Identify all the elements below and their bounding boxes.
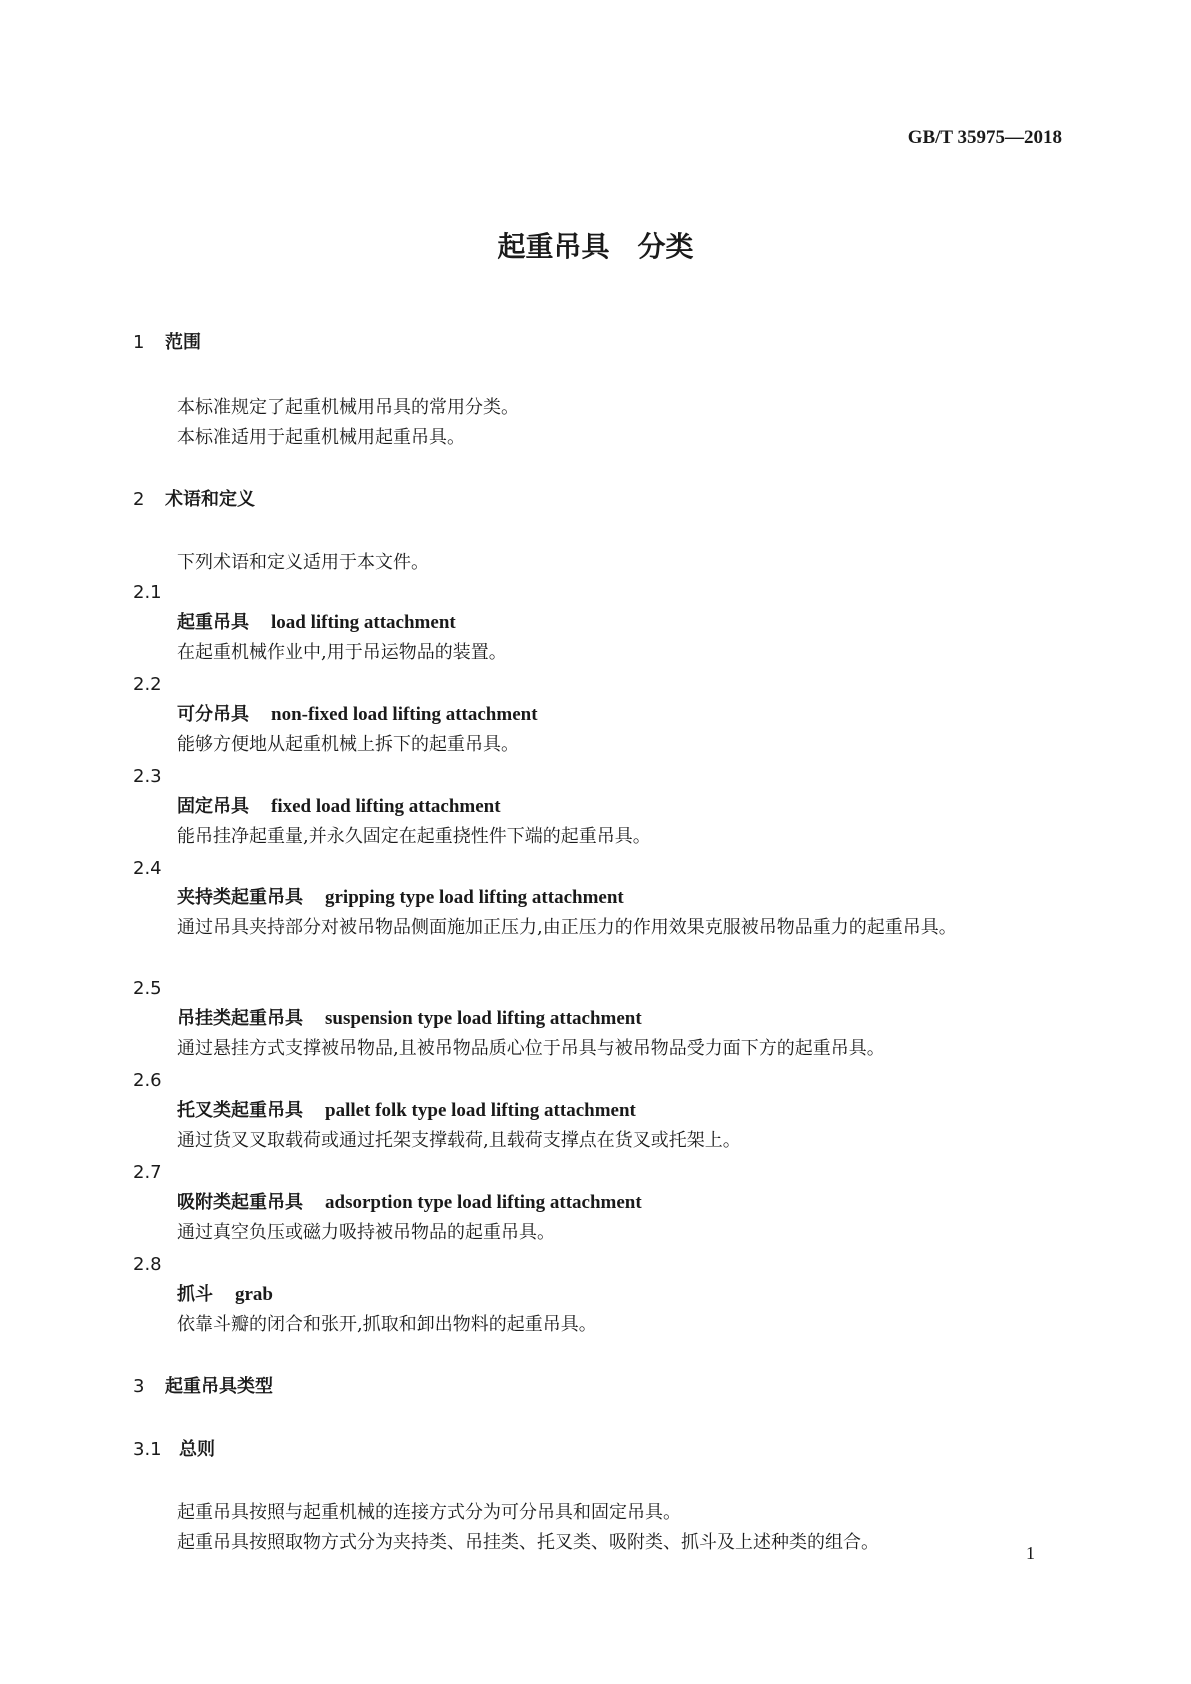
section-2-heading: [133, 488, 255, 512]
term-zh: 吸附类起重吊具: [177, 1192, 303, 1213]
term-heading: [177, 795, 501, 819]
term-en: grab: [235, 1284, 273, 1305]
paragraph: 起重吊具按照取物方式分为夹持类、吊挂类、托叉类、吸附类、抓斗及上述种类的组合。: [177, 1532, 879, 1553]
term-en: non-fixed load lifting attachment: [271, 704, 538, 725]
standard-number: GB/T 35975—2018: [907, 127, 1062, 148]
section-number: 2: [133, 489, 145, 510]
term-number: 2.8: [133, 1254, 162, 1275]
term-heading: [177, 1191, 642, 1215]
term-number: 2.5: [133, 978, 162, 999]
subsection-3-1-heading: [133, 1438, 215, 1462]
term-number: 2.1: [133, 582, 162, 603]
term-en: load lifting attachment: [271, 612, 456, 633]
term-heading: [177, 1007, 642, 1031]
term-zh: 起重吊具: [177, 612, 249, 633]
paragraph: 起重吊具按照与起重机械的连接方式分为可分吊具和固定吊具。: [177, 1502, 681, 1523]
term-number: 2.6: [133, 1070, 162, 1091]
term-definition: 通过真空负压或磁力吸持被吊物品的起重吊具。: [177, 1222, 555, 1243]
section-title: 总则: [179, 1439, 215, 1460]
section-title: 术语和定义: [165, 489, 255, 510]
section-1-heading: [133, 331, 201, 355]
term-heading: [177, 886, 624, 910]
term-definition: 在起重机械作业中,用于吊运物品的装置。: [177, 642, 507, 663]
term-zh: 夹持类起重吊具: [177, 887, 303, 908]
term-definition: 能吊挂净起重量,并永久固定在起重挠性件下端的起重吊具。: [177, 826, 651, 847]
term-number: 2.2: [133, 674, 162, 695]
page-number: 1: [1026, 1543, 1035, 1563]
term-zh: 固定吊具: [177, 796, 249, 817]
term-en: fixed load lifting attachment: [271, 796, 501, 817]
term-definition: 通过悬挂方式支撑被吊物品,且被吊物品质心位于吊具与被吊物品受力面下方的起重吊具。: [177, 1038, 885, 1059]
term-number: 2.7: [133, 1162, 162, 1183]
term-number: 2.3: [133, 766, 162, 787]
term-definition: 通过货叉叉取载荷或通过托架支撑载荷,且载荷支撑点在货叉或托架上。: [177, 1130, 741, 1151]
paragraph: 本标准规定了起重机械用吊具的常用分类。: [177, 397, 519, 418]
term-en: adsorption type load lifting attachment: [325, 1192, 642, 1213]
term-zh: 吊挂类起重吊具: [177, 1008, 303, 1029]
section-title: 起重吊具类型: [165, 1376, 273, 1397]
section-number: 3.1: [133, 1439, 162, 1460]
term-heading: [177, 703, 538, 727]
term-heading: [177, 611, 456, 635]
term-zh: 托叉类起重吊具: [177, 1100, 303, 1121]
term-number: 2.4: [133, 858, 162, 879]
paragraph: 下列术语和定义适用于本文件。: [177, 552, 429, 573]
term-zh: 抓斗: [177, 1284, 213, 1305]
term-definition: 依靠斗瓣的闭合和张开,抓取和卸出物料的起重吊具。: [177, 1314, 597, 1335]
term-en: suspension type load lifting attachment: [325, 1008, 642, 1029]
term-zh: 可分吊具: [177, 704, 249, 725]
section-title: 范围: [165, 332, 201, 353]
paragraph: 本标准适用于起重机械用起重吊具。: [177, 427, 465, 448]
term-en: pallet folk type load lifting attachment: [325, 1100, 636, 1121]
page-title: 起重吊具 分类: [497, 230, 694, 263]
section-number: 3: [133, 1376, 145, 1397]
term-definition: 能够方便地从起重机械上拆下的起重吊具。: [177, 734, 519, 755]
term-en: gripping type load lifting attachment: [325, 887, 624, 908]
section-3-heading: [133, 1375, 273, 1399]
term-definition: 通过吊具夹持部分对被吊物品侧面施加正压力,由正压力的作用效果克服被吊物品重力的起重吊具。: [177, 917, 957, 938]
term-heading: [177, 1283, 273, 1307]
section-number: 1: [133, 332, 145, 353]
term-heading: [177, 1099, 636, 1123]
